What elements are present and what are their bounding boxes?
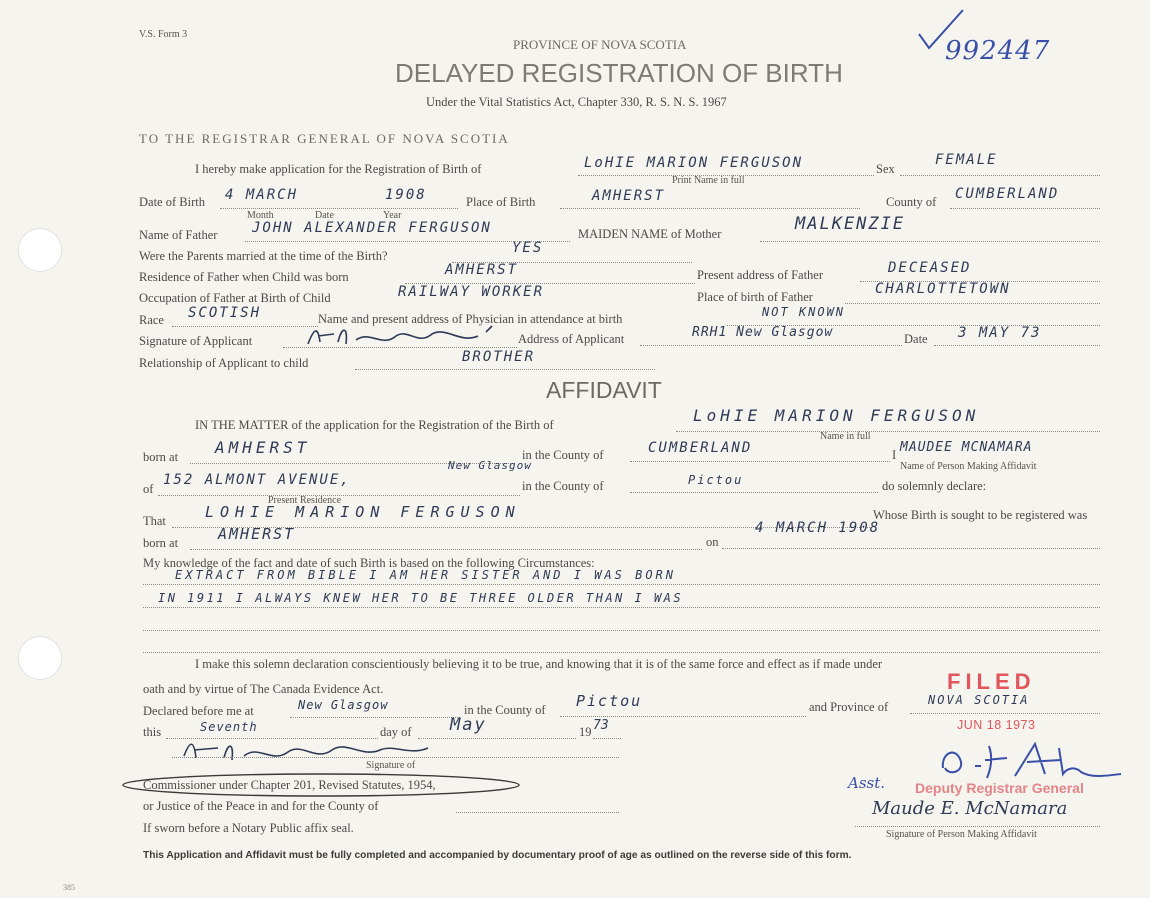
in-county-label: in the County of	[522, 448, 604, 462]
relationship-value: BROTHER	[462, 349, 536, 365]
occupation-label: Occupation of Father at Birth of Child	[139, 291, 331, 305]
footer-note: This Application and Affidavit must be fully completed and accompanied by documentary proof of age as outlined on the reverse side of this form.	[143, 850, 852, 861]
i-label: I	[892, 448, 897, 462]
this-label: this	[143, 725, 162, 739]
circumstance-line-2: IN 1911 I ALWAYS KNEW HER TO BE THREE OLDER THAN I WAS	[158, 591, 684, 605]
mother-value: MALKENZIE	[795, 214, 906, 234]
year-prefix-label: 19	[579, 725, 592, 739]
in-county-label-2: in the County of	[522, 479, 604, 493]
affiant-name-value: MAUDEE MCNAMARA	[900, 440, 1033, 455]
declared-before-label: Declared before me at	[143, 704, 254, 718]
county-label: County of	[886, 195, 937, 209]
relationship-label: Relationship of Applicant to child	[139, 356, 309, 370]
place-of-birth-label: Place of Birth	[466, 195, 536, 209]
place-of-birth-value: AMHERST	[592, 188, 666, 204]
signature-of-note: Signature of	[366, 760, 416, 771]
and-province-label: and Province of	[809, 700, 889, 714]
affidavit-heading: AFFIDAVIT	[546, 377, 662, 403]
filed-date-stamp: JUN 18 1973	[957, 718, 1036, 732]
check-mark-icon	[915, 8, 967, 52]
commissioner-label: Commissioner under Chapter 201, Revised Statutes, 1954,	[143, 778, 436, 792]
declared-county-label: in the County of	[464, 703, 546, 717]
declared-day-value: Seventh	[200, 720, 258, 734]
application-intro: I hereby make application for the Registration of Birth of	[195, 162, 482, 176]
circumstance-line-1: EXTRACT FROM BIBLE I AM HER SISTER AND I WAS BORN	[175, 568, 677, 582]
application-date-label: Date	[904, 332, 928, 346]
residence-label: Residence of Father when Child was born	[139, 270, 349, 284]
affidavit-county-value: CUMBERLAND	[648, 440, 753, 456]
affiant-residence-value: 152 ALMONT AVENUE,	[163, 472, 351, 488]
addressee: TO THE REGISTRAR GENERAL OF NOVA SCOTIA	[139, 131, 510, 146]
deputy-registrar-stamp: Deputy Registrar General	[915, 780, 1084, 796]
affidavit-child-name: LoHIE MARION FERGUSON	[693, 406, 980, 425]
physician-value: NOT KNOWN	[762, 305, 846, 319]
father-label: Name of Father	[139, 228, 218, 242]
present-address-label: Present address of Father	[697, 268, 824, 282]
applicant-address-value: RRH1 New Glasgow	[692, 325, 834, 340]
page-subtitle: Under the Vital Statistics Act, Chapter 330, R. S. N. S. 1967	[426, 95, 727, 109]
sig-applicant-label: Signature of Applicant	[139, 334, 253, 348]
declaration-line-2: oath and by virtue of The Canada Evidence Act.	[143, 682, 384, 696]
on-label: on	[706, 535, 719, 549]
sex-label: Sex	[876, 162, 895, 176]
that-name-value: LOHIE MARION FERGUSON	[205, 503, 521, 521]
registrar-signature	[935, 738, 1125, 790]
present-residence-note: Present Residence	[268, 495, 342, 506]
addr-applicant-label: Address of Applicant	[518, 332, 625, 346]
that-label: That	[143, 514, 166, 528]
father-address-value: DECEASED	[888, 260, 972, 276]
race-value: SCOTISH	[188, 305, 262, 321]
of-label: of	[143, 482, 154, 496]
day-of-label: day of	[380, 725, 412, 739]
affiant-county-value: Pictou	[688, 473, 744, 487]
dob-year-value: 1908	[385, 187, 427, 203]
applicant-signature	[300, 322, 510, 352]
declared-year-value: 73	[593, 718, 609, 733]
father-birthplace-label: Place of birth of Father	[697, 290, 813, 304]
dob-label: Date of Birth	[139, 195, 205, 209]
notary-label: If sworn before a Notary Public affix seal.	[143, 821, 354, 835]
born-at-label: born at	[143, 450, 179, 464]
residence-value: AMHERST	[445, 262, 519, 278]
child-name-value: LoHIE MARION FERGUSON	[584, 155, 804, 171]
declared-province-value: NOVA SCOTIA	[928, 693, 1030, 707]
print-code: 385	[63, 883, 75, 892]
affidavit-born-at-value: AMHERST	[215, 438, 311, 457]
dob-value: 4 MARCH	[225, 187, 299, 203]
page-title: DELAYED REGISTRATION OF BIRTH	[395, 58, 843, 88]
married-value: YES	[512, 240, 544, 256]
signature-person-affidavit-note: Signature of Person Making Affidavit	[886, 829, 1037, 840]
father-birthplace-value: CHARLOTTETOWN	[875, 281, 1011, 297]
affidavit-matter-text: IN THE MATTER of the application for the Registration of the Birth of	[195, 418, 554, 432]
punch-hole-bottom	[18, 636, 62, 680]
province-line: PROVINCE OF NOVA SCOTIA	[513, 37, 687, 52]
born-on-value: 4 MARCH 1908	[755, 520, 881, 536]
occupation-value: RAILWAY WORKER	[398, 284, 545, 300]
born-at-label-2: born at	[143, 536, 179, 550]
physician-label: Name and present address of Physician in attendance at birth	[318, 312, 623, 326]
name-in-full-note: Name in full	[820, 431, 871, 442]
year-label: Year	[383, 210, 402, 221]
deputy-note: Asst.	[848, 774, 886, 792]
knowledge-label: My knowledge of the fact and date of such Birth is based on the following Circumstances:	[143, 556, 595, 570]
month-label: Month	[247, 210, 274, 221]
mother-label: MAIDEN NAME of Mother	[578, 227, 722, 241]
declared-place-value: New Glasgow	[298, 698, 389, 712]
date-label: Date	[315, 210, 334, 221]
filed-stamp: FILED	[947, 669, 1036, 694]
declared-county-value: Pictou	[576, 692, 643, 710]
affiant-signature: Maude E. McNamara	[872, 798, 1068, 819]
name-making-affidavit-note: Name of Person Making Affidavit	[900, 461, 1037, 472]
married-label: Were the Parents married at the time of the Birth?	[139, 249, 388, 263]
declared-month-value: May	[450, 715, 487, 735]
form-number: V.S. Form 3	[139, 29, 188, 40]
application-date-value: 3 MAY 73	[958, 325, 1042, 341]
race-label: Race	[139, 313, 164, 327]
justice-label: or Justice of the Peace in and for the County of	[143, 799, 379, 813]
declaration-line-1: I make this solemn declaration conscientiously believing it to be true, and knowing that it is of the same force and effect as if made under	[195, 657, 883, 671]
punch-hole-top	[18, 228, 62, 272]
case-number: 992447	[945, 36, 1051, 66]
born-at-value-2: AMHERST	[218, 525, 296, 543]
county-value: CUMBERLAND	[955, 186, 1060, 202]
father-value: JOHN ALEXANDER FERGUSON	[252, 220, 492, 236]
do-declare-label: do solemnly declare:	[882, 479, 987, 493]
affiant-residence-town: New Glasgow	[448, 459, 532, 472]
print-name-note: Print Name in full	[672, 175, 745, 186]
sex-value: FEMALE	[935, 152, 998, 168]
whose-birth-label: Whose Birth is sought to be registered was	[873, 508, 1088, 522]
